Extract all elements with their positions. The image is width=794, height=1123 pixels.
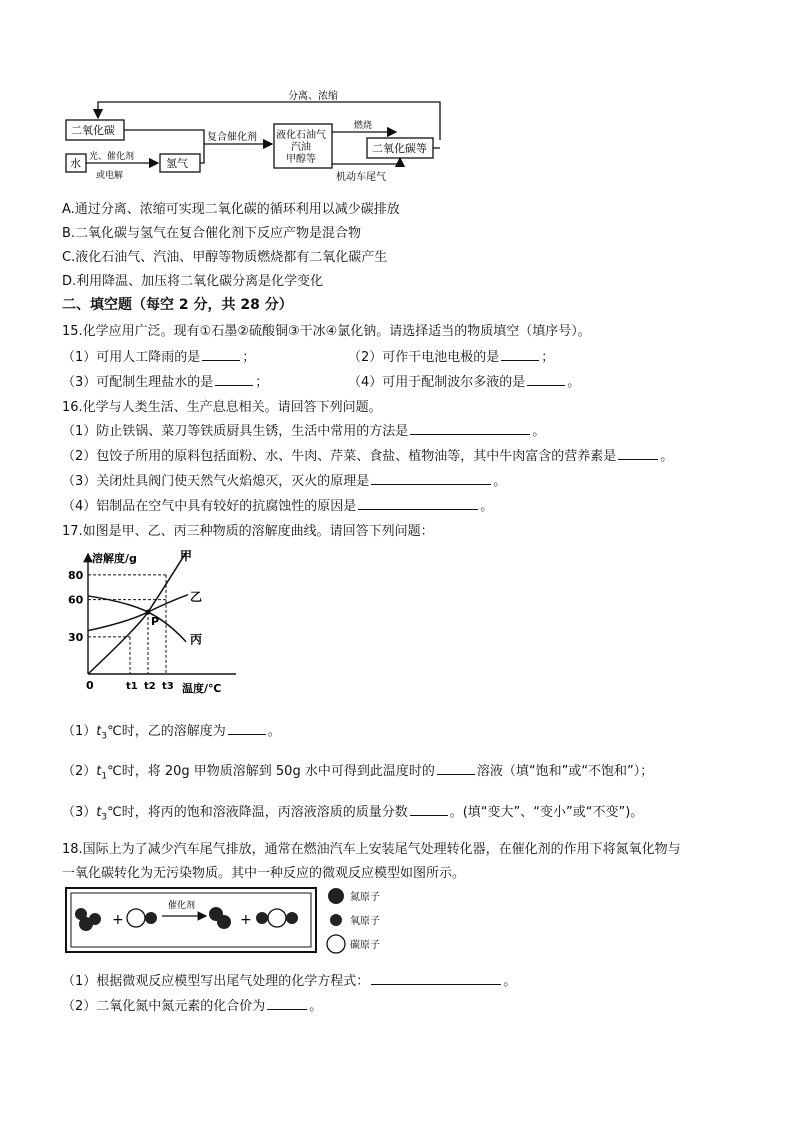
q16-stem: 16.化学与人类生活、生产息息相关。请回答下列问题。: [62, 400, 382, 415]
q15-part3: （3）可配制生理盐水的是 ；: [62, 375, 269, 390]
point-p: [146, 610, 151, 615]
q17-part2: $(2)t_1℃$时，将 20g 甲物质溶解到 50g 水中可得到此温度时的 溶液（填“饱和”或“不饱和”）；: [62, 764, 654, 782]
series-label: 乙: [190, 590, 203, 605]
x-tick-label: t1: [126, 681, 138, 692]
x-axis-label: 温度/℃: [182, 682, 222, 695]
q17-part1: $(1)t_3℃$时，乙的溶解度为 。: [62, 724, 281, 742]
solubility-chart: [64, 546, 244, 696]
q18-part1: （1）根据微观反应模型写出尾气处理的化学方程式： 。: [62, 974, 517, 989]
fuel-line2: 汽油: [291, 142, 311, 153]
q16-part3: （3）关闭灶具阀门使天然气火焰熄灭，灭火的原理是 。: [62, 474, 507, 489]
series-jia-line: [88, 553, 186, 674]
legend-nitrogen: 氮原子: [350, 892, 380, 903]
y-tick-label: 60: [68, 593, 84, 607]
q18-stem-line2: 一氧化碳转化为无污染物质。其中一种反应的微观反应模型如图所示。: [62, 866, 466, 881]
y-tick-label: 30: [68, 630, 84, 644]
co2-box: 二氧化碳: [71, 124, 115, 137]
q16-part4: （4）铝制品在空气中具有较好的抗腐蚀性的原因是 。: [62, 499, 494, 514]
separate-label: 分离、浓缩: [288, 91, 338, 102]
option-c: C.液化石油气、汽油、甲醇等物质燃烧都有二氧化碳产生: [62, 250, 388, 265]
q15-stem: 15.化学应用广泛。现有①石墨②硫酸铜③干冰④氯化钠。请选择适当的物质填空（填序号）。: [62, 324, 591, 339]
catalyst-label: 催化剂: [168, 901, 196, 911]
x-tick-label: t3: [162, 681, 174, 692]
h2-box: 氢气: [166, 157, 188, 170]
carbon-cycle-diagram: [62, 88, 452, 188]
origin-label: 0: [86, 679, 94, 692]
q18-stem-line1: 18.国际上为了减少汽车尾气排放，通常在燃油汽车上安装尾气处理转化器，在催化剂的作用下将氮氧化物与: [62, 842, 681, 857]
x-tick-label: t2: [144, 681, 156, 692]
co2-etc-box: 二氧化碳等: [372, 142, 427, 155]
q16-part1: （1）防止铁锅、菜刀等铁质厨具生锈，生活中常用的方法是 。: [62, 424, 546, 439]
section-2-title: 二、填空题（每空 2 分，共 28 分）: [62, 297, 293, 313]
electrolysis-label: 或电解: [96, 171, 124, 181]
q18-part2: （2）二氧化氮中氮元素的化合价为 。: [62, 999, 323, 1014]
series-label: 甲: [180, 549, 193, 563]
legend-nitrogen-swatch: [328, 888, 344, 904]
y-tick-label: 80: [68, 568, 84, 582]
legend-carbon: 碳原子: [350, 940, 380, 951]
series-label: 丙: [190, 632, 203, 647]
legend-oxygen-swatch: [330, 914, 342, 926]
point-p-label: P: [151, 615, 160, 629]
option-b: B.二氧化碳与氢气在复合催化剂下反应产物是混合物: [62, 226, 362, 241]
q17-part3: $(3)t_3℃$时，将丙的饱和溶液降温，丙溶液溶质的质量分数 。(填“变大”、“变小”或“不变”)。: [62, 805, 644, 823]
fuel-line1: 液化石油气: [276, 130, 326, 141]
q15-part4: （4）可用于配制波尔多液的是 。: [348, 375, 581, 390]
option-a: A.通过分离、浓缩可实现二氧化碳的循环利用以减少碳排放: [62, 202, 400, 217]
light-label: 光、催化剂: [89, 152, 135, 162]
plus-sign: +: [112, 912, 124, 928]
reaction-model-figure: [64, 884, 404, 960]
plus-sign-2: +: [240, 912, 252, 928]
exhaust-label: 机动车尾气: [336, 172, 386, 183]
composite-catalyst-label: 复合催化剂: [207, 132, 257, 143]
legend-oxygen: 氧原子: [350, 916, 380, 927]
q17-stem: 17.如图是甲、乙、丙三种物质的溶解度曲线。请回答下列问题：: [62, 524, 434, 539]
series-bing-line: [88, 596, 186, 642]
q15-part1: （1）可用人工降雨的是 ；: [62, 350, 256, 365]
q15-part2: （2）可作干电池电极的是 ；: [348, 350, 555, 365]
legend-carbon-swatch: [327, 935, 345, 953]
option-d: D.利用降温、加压将二氧化碳分离是化学变化: [62, 274, 324, 289]
q16-part2: （2）包饺子所用的原料包括面粉、水、牛肉、芹菜、食盐、植物油等，其中牛肉富含的营养素是 。: [62, 449, 674, 464]
fuel-line3: 甲醇等: [286, 154, 316, 165]
burn-label: 燃烧: [354, 121, 373, 131]
water-box: 水: [70, 157, 81, 170]
y-axis-label: 溶解度/g: [92, 552, 137, 565]
